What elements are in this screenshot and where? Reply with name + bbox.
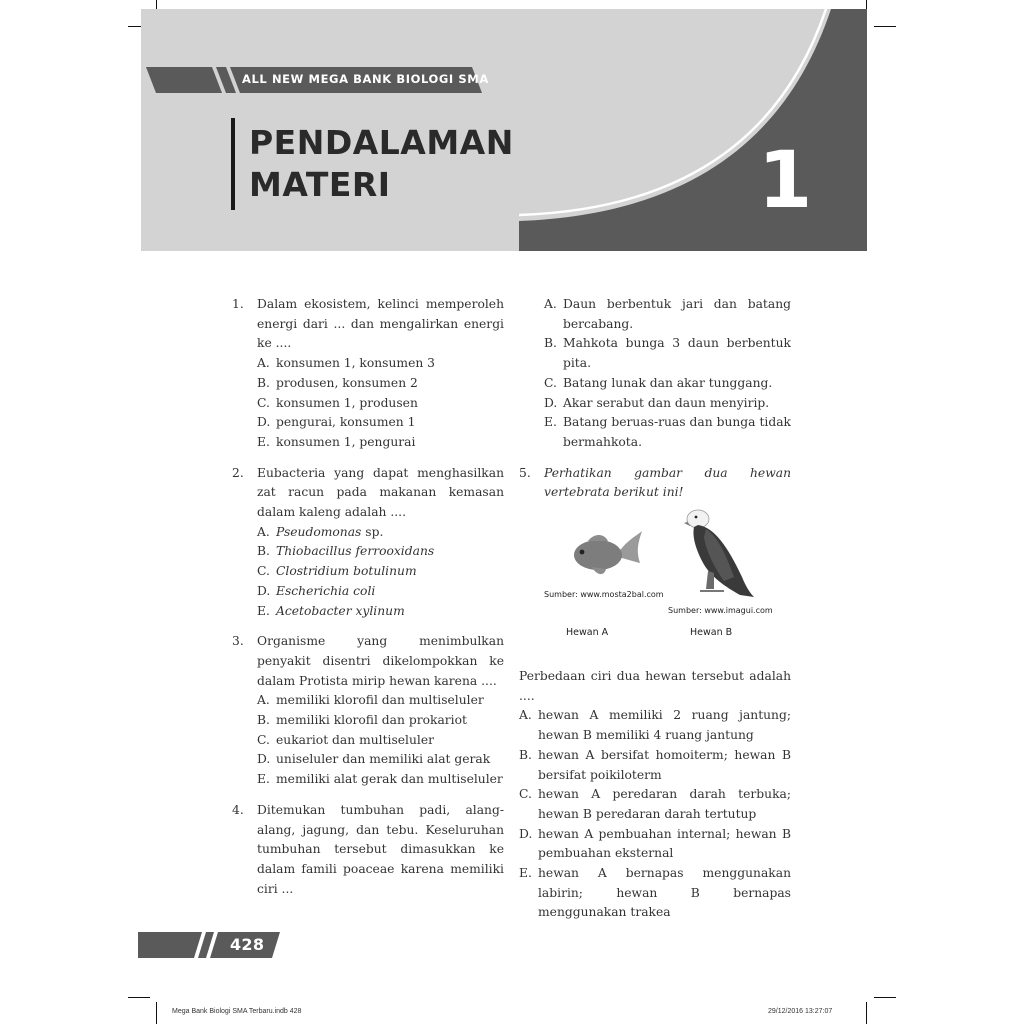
- option-text: hewan A memiliki 2 ruang jantung; hewan B memiliki 4 ruang jantung: [538, 708, 791, 743]
- option-text: memiliki klorofil dan prokariot: [276, 713, 467, 728]
- question-number: 4.: [232, 802, 244, 817]
- option-list: [257, 691, 504, 790]
- option: [257, 750, 504, 770]
- option: [257, 354, 504, 374]
- option-letter: A.: [257, 524, 270, 539]
- option-text: konsumen 1, pengurai: [276, 434, 416, 449]
- bald-eagle-image: [684, 507, 756, 599]
- option-letter: E.: [257, 603, 270, 618]
- option-letter: D.: [257, 583, 271, 598]
- option-text: konsumen 1, konsumen 3: [276, 356, 436, 371]
- option-letter: D.: [257, 415, 271, 430]
- option-letter: E.: [257, 772, 270, 787]
- option-suffix: sp.: [361, 524, 384, 539]
- option-letter: C.: [544, 375, 557, 390]
- option-letter: C.: [257, 732, 270, 747]
- option-text: hewan A bernapas menggunakan labirin; hewan B bernapas menggunakan trakea: [538, 866, 791, 920]
- option-text: Batang beruas-ruas dan bunga tidak bermahkota.: [563, 415, 791, 449]
- question-text: Organisme yang menimbulkan penyakit disentri dikelompokkan ke dalam Protista mirip hewan karena ....: [257, 634, 504, 688]
- option-text: hewan A peredaran darah terbuka; hewan B peredaran darah tertutup: [538, 787, 791, 821]
- option-letter: C.: [257, 564, 270, 579]
- option: [257, 731, 504, 751]
- caption-b: Hewan B: [690, 627, 733, 639]
- series-title: ALL NEW MEGA BANK BIOLOGI SMA: [242, 72, 489, 86]
- option-letter: A.: [544, 297, 557, 311]
- option: [257, 691, 504, 711]
- option-text: Mahkota bunga 3 daun berbentuk pita.: [563, 336, 791, 371]
- option: [257, 542, 504, 562]
- print-slug-file: Mega Bank Biologi SMA Terbaru.indb 428: [172, 1008, 302, 1015]
- chapter-number: 1: [758, 136, 813, 226]
- question-number: 5.: [519, 465, 531, 480]
- option-letter: E.: [257, 434, 270, 449]
- option-text: Escherichia coli: [276, 583, 376, 598]
- question-number: 2.: [232, 465, 244, 480]
- chapter-title-line1: PENDALAMAN: [249, 123, 514, 162]
- option-text: hewan A pembuahan internal; hewan B pembuahan eksternal: [538, 826, 791, 861]
- option-letter: E.: [519, 866, 532, 881]
- left-column: [232, 295, 504, 910]
- question-text: Ditemukan tumbuhan padi, alang-alang, jagung, dan tebu. Keseluruhan tumbuhan tersebut dimasukkan ke dalam famili poaceae karena memiliki ciri ...: [257, 802, 504, 896]
- question-text: Perhatikan gambar dua hewan vertebrata berikut ini!: [544, 465, 791, 500]
- title-accent-bar: [231, 118, 235, 210]
- option: [257, 433, 504, 453]
- option: [257, 602, 504, 622]
- option-letter: A.: [257, 693, 270, 708]
- option-letter: B.: [257, 713, 270, 728]
- question-4-option-list: [544, 295, 791, 453]
- question-3: [232, 632, 504, 790]
- option-text: Daun berbentuk jari dan batang bercabang.: [563, 297, 791, 331]
- question-text: Dalam ekosistem, kelinci memperoleh energi dari ... dan mengalirkan energi ke ....: [257, 297, 504, 351]
- source-b: Sumber: www.imagui.com: [668, 606, 773, 616]
- option-letter: D.: [257, 752, 271, 767]
- option: [519, 864, 791, 923]
- option-list: [257, 354, 504, 453]
- option-letter: B.: [257, 375, 270, 390]
- question-number: 1.: [232, 297, 244, 311]
- option-letter: B.: [544, 336, 557, 351]
- option: [519, 825, 791, 864]
- option: [257, 562, 504, 582]
- option-text: pengurai, konsumen 1: [276, 415, 416, 430]
- option: [257, 711, 504, 731]
- option-text: Akar serabut dan daun menyirip.: [563, 395, 770, 410]
- question-text: Eubacteria yang dapat menghasilkan zat racun pada makanan kemasan dalam kaleng adalah ....: [257, 465, 504, 520]
- caption-a: Hewan A: [566, 627, 609, 639]
- print-slug-date: 29/12/2016 13:27:07: [768, 1008, 833, 1015]
- option: [257, 582, 504, 602]
- option: [544, 295, 791, 334]
- question-1: [232, 295, 504, 453]
- crop-mark-bottom-right-h: [874, 997, 896, 998]
- option-letter: B.: [257, 544, 270, 559]
- option: [544, 413, 791, 452]
- option-letter: A.: [257, 356, 270, 371]
- option: [544, 374, 791, 394]
- option-text: konsumen 1, produsen: [276, 395, 418, 410]
- option-text: Pseudomonas: [276, 524, 362, 539]
- option-text: produsen, konsumen 2: [276, 375, 418, 390]
- option: [257, 413, 504, 433]
- option: [519, 785, 791, 824]
- option-list: [257, 523, 504, 622]
- crop-mark-bottom-left-h: [128, 997, 150, 998]
- question-5: [519, 464, 791, 924]
- question-2: [232, 464, 504, 622]
- option-letter: A.: [519, 708, 532, 723]
- option-text: Thiobacillus ferrooxidans: [276, 544, 435, 559]
- option-text: uniseluler dan memiliki alat gerak: [276, 752, 491, 767]
- option-text: memiliki alat gerak dan multiseluler: [276, 772, 503, 787]
- page-number: 428: [230, 935, 265, 954]
- option: [257, 523, 504, 543]
- crop-mark-bottom-left-v: [156, 1002, 157, 1024]
- option: [544, 334, 791, 373]
- crop-mark-top-right-h: [874, 26, 896, 27]
- option: [519, 706, 791, 745]
- option-letter: D.: [519, 826, 533, 841]
- question-4: [232, 801, 504, 900]
- option: [257, 770, 504, 790]
- option-text: Clostridium botulinum: [276, 564, 417, 579]
- option-text: eukariot dan multiseluler: [276, 732, 434, 747]
- option: [257, 394, 504, 414]
- option: [519, 746, 791, 785]
- option-letter: C.: [519, 787, 532, 802]
- option-list: [519, 706, 791, 923]
- animal-figure: [544, 507, 791, 657]
- option-letter: E.: [544, 415, 557, 430]
- option: [544, 394, 791, 414]
- chapter-title-line2: MATERI: [249, 165, 391, 204]
- question-stem: Perbedaan ciri dua hewan tersebut adalah ....: [519, 669, 791, 703]
- option: [257, 374, 504, 394]
- option-text: Acetobacter xylinum: [276, 603, 405, 618]
- option-letter: B.: [519, 747, 532, 762]
- option-text: memiliki klorofil dan multiseluler: [276, 693, 484, 708]
- right-column: [519, 295, 791, 934]
- option-letter: D.: [544, 395, 558, 410]
- option-text: hewan A bersifat homoiterm; hewan B bersifat poikiloterm: [538, 747, 791, 782]
- option-text: Batang lunak dan akar tunggang.: [563, 375, 773, 390]
- option-letter: C.: [257, 395, 270, 410]
- chapter-title: [249, 122, 514, 206]
- goldfish-image: [570, 529, 644, 581]
- crop-mark-bottom-right-v: [866, 1002, 867, 1024]
- source-a: Sumber: www.mosta2bal.com: [544, 590, 664, 600]
- question-number: 3.: [232, 634, 244, 649]
